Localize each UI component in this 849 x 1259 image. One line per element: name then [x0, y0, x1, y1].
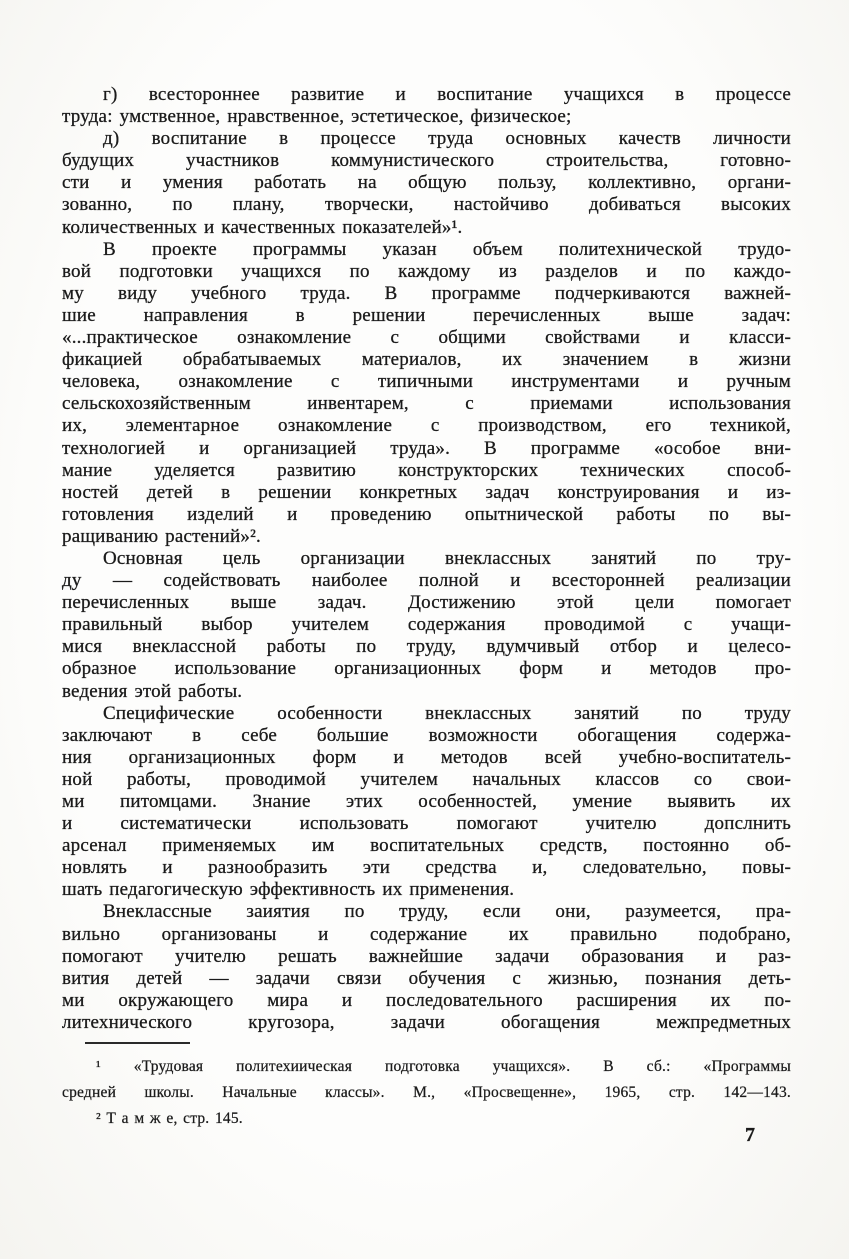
text-line: заключают в себе большие возможности обогащения содержа- [62, 724, 791, 746]
text-line: шать педагогическую эффективность их применения. [62, 879, 515, 901]
text-line: «...практическое ознакомление с общими свойствами и класси- [62, 327, 791, 349]
footnote-line: ² Т а м ж е, стр. 145. [96, 1110, 243, 1127]
text-line: помогают учителю решать важнейшие задачи образования и раз- [62, 945, 791, 967]
text-line: вой подготовки учащихся по каждому из разделов и по каждо- [62, 260, 791, 282]
text-line: готовления изделий и проведению опытнической работы по вы- [62, 503, 791, 525]
text-line: ведения этой работы. [62, 680, 243, 702]
text-line: ми питомцами. Знание этих особенностей, умение выявить их [62, 791, 791, 812]
text-line: г) всестороннее развитие и воспитание учащихся в процессе [103, 84, 791, 105]
text-line: Основная цель организации внеклассных занятий по тру- [103, 547, 791, 569]
footnote-line: ¹ «Трудовая политехиическая подготовка учащихся». В сб.: «Программы [96, 1058, 791, 1075]
text-line: шие направления в решении перечисленных выше задач: [62, 304, 791, 326]
footnote-divider [85, 1042, 190, 1044]
paragraph [62, 548, 791, 703]
paragraph [62, 84, 791, 128]
text-line: правильный выбор учителем содержания проводимой с учащи- [62, 614, 791, 636]
text-line: человека, ознакомление с типичными инструментами и ручным [62, 371, 791, 393]
text-line: ращиванию растений»². [62, 525, 261, 547]
text-line: литехнического кругозора, задачи обогащения межпредметных [62, 1011, 791, 1033]
text-line: новлять и разнообразить эти средства и, следовательно, повы- [62, 857, 791, 879]
footnotes [62, 1054, 791, 1132]
text-line: образное использование организационных форм и методов про- [62, 658, 791, 680]
text-line: д) воспитание в процессе труда основных качеств личности [103, 128, 791, 150]
text-line: их, элементарное ознакомление с производством, его техникой, [62, 415, 791, 437]
text-line: зованно, по плану, творчески, настойчиво добиваться высоких [62, 194, 791, 216]
text-line: Специфические особенности внеклассных занятий по труду [103, 702, 791, 724]
text-line: арсенал применяемых им воспитательных средств, постоянно об- [62, 835, 791, 857]
paragraph [62, 703, 791, 902]
paragraph [62, 128, 791, 238]
text-line: ми окружающего мира и последовательного расширения их по- [62, 989, 791, 1011]
text-line: сельскохозяйственным инвентарем, с приемами использования [62, 393, 791, 415]
paragraph [62, 901, 791, 1034]
text-line: ния организационных форм и методов всей учебно-воспитатель- [62, 746, 791, 768]
text-line: мание уделяется развитию конструкторских технических способ- [62, 459, 791, 481]
text-line: В проекте программы указан объем политехнической трудо- [103, 238, 791, 260]
text-line: му виду учебного труда. В программе подчеркиваются важней- [62, 282, 791, 304]
text-line: труда: умственное, нравственное, эстетическое, физическое; [62, 106, 572, 128]
text-line: технологией и организацией труда». В программе «особое вни- [62, 437, 791, 459]
text-line: количественных и качественных показателей»¹. [62, 216, 463, 238]
text-line: вильно организованы и содержание их правильно подобрано, [62, 923, 791, 945]
text-line: и систематически использовать помогают учителю допслнить [62, 813, 791, 835]
paragraph [62, 239, 791, 548]
text-line: перечисленных выше задач. Достижению этой цели помогает [62, 592, 791, 614]
text-line: мися внеклассной работы по труду, вдумчивый отбор и целесо- [62, 636, 791, 658]
text-line: ностей детей в решении конкретных задач конструирования и из- [62, 481, 791, 503]
text-line: будущих участников коммунистического строительства, готовно- [62, 150, 791, 172]
text-line: Внеклассные заиятия по труду, если они, разумеется, пра- [103, 901, 791, 923]
text-line: фикацией обрабатываемых материалов, их значением в жизни [62, 349, 791, 371]
text-line: ду — содействовать наиболее полной и всесторонней реализации [62, 570, 791, 592]
page-number: 7 [745, 1124, 755, 1146]
text-line: сти и умения работать на общую пользу, коллективно, органи- [62, 172, 791, 194]
body-text [62, 84, 791, 1034]
footnote-line: средней школы. Начальные классы». М., «Просвещенне», 1965, стр. 142—143. [62, 1084, 791, 1101]
text-line: вития детей — задачи связи обучения с жизнью, познания деть- [62, 967, 791, 989]
text-line: ной работы, проводимой учителем начальных классов со свои- [62, 768, 791, 790]
